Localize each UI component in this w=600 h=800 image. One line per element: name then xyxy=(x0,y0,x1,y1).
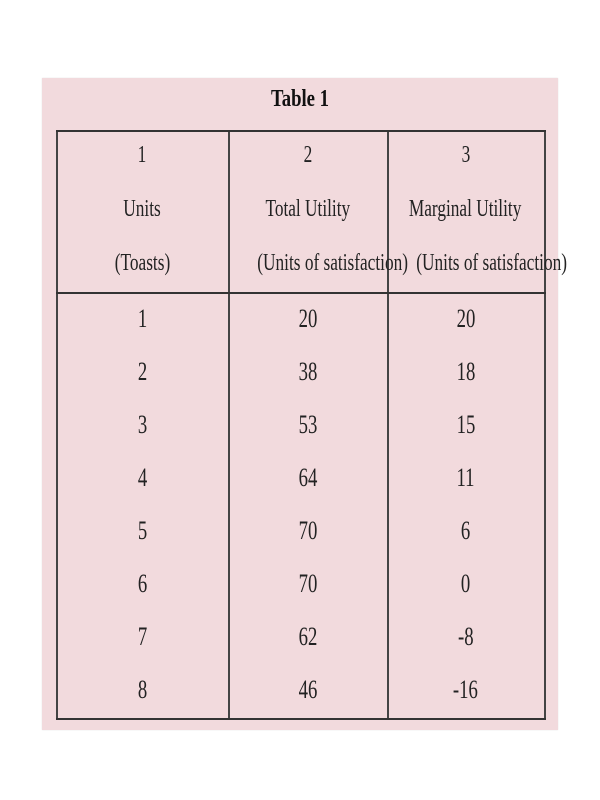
cell-units: 2 xyxy=(137,357,147,386)
cell-total-utility: 70 xyxy=(298,569,317,598)
table-right-border xyxy=(544,132,546,718)
column-unit-label: (Toasts) xyxy=(114,250,170,276)
column-header-marginal-utility: Marginal Utility xyxy=(409,196,522,222)
cell-marginal-utility: 0 xyxy=(460,569,471,598)
cell-total-utility: 62 xyxy=(298,622,317,651)
column-header-units: Units xyxy=(123,196,161,222)
column-unit-label: (Units of satisfaction) xyxy=(416,250,567,276)
cell-total-utility: 38 xyxy=(298,357,317,386)
column-unit-label: (Units of satisfaction) xyxy=(257,250,408,276)
cell-units: 1 xyxy=(137,304,147,333)
column-number: 2 xyxy=(303,142,312,168)
column-number: 3 xyxy=(461,142,470,168)
table-card xyxy=(42,78,567,730)
cell-total-utility: 53 xyxy=(298,410,317,439)
cell-marginal-utility: -16 xyxy=(453,675,478,704)
cell-marginal-utility: 15 xyxy=(456,410,475,439)
column-number: 1 xyxy=(137,142,147,168)
cell-total-utility: 20 xyxy=(298,304,317,333)
cell-marginal-utility: -8 xyxy=(457,622,474,651)
cell-marginal-utility: 18 xyxy=(456,357,475,386)
cell-units: 7 xyxy=(137,622,147,651)
column-units xyxy=(56,132,228,718)
cell-total-utility: 64 xyxy=(298,463,317,492)
table-title: Table 1 xyxy=(270,86,330,112)
cell-units: 4 xyxy=(137,463,147,492)
cell-marginal-utility: 20 xyxy=(456,304,475,333)
column-marginal-utility xyxy=(387,132,567,718)
cell-units: 3 xyxy=(137,410,147,439)
cell-units: 8 xyxy=(137,675,147,704)
cell-units: 6 xyxy=(137,569,147,598)
cell-marginal-utility: 11 xyxy=(456,463,475,492)
cell-marginal-utility: 6 xyxy=(460,516,471,545)
cell-total-utility: 70 xyxy=(298,516,317,545)
column-header-total-utility: Total Utility xyxy=(265,196,350,222)
column-total-utility xyxy=(228,132,408,718)
utility-table xyxy=(56,130,567,720)
cell-units: 5 xyxy=(137,516,147,545)
cell-total-utility: 46 xyxy=(298,675,317,704)
